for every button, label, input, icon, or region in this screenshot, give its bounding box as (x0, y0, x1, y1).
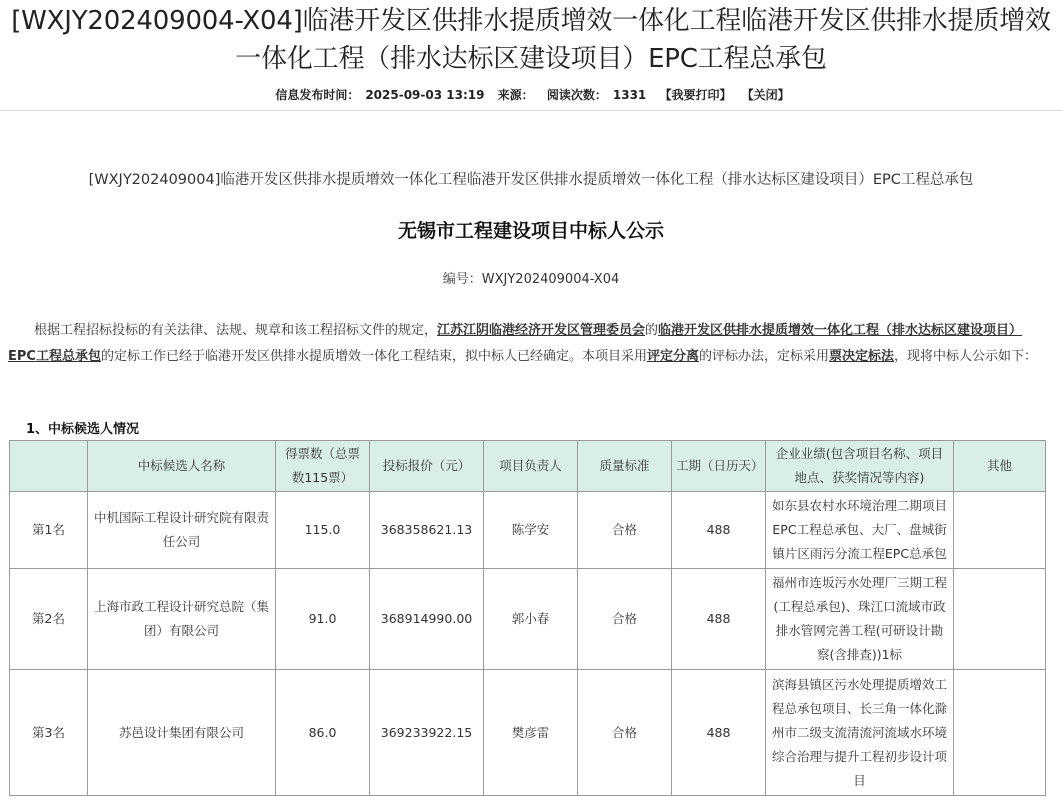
header-cell: 投标报价（元） (370, 441, 484, 492)
quality-cell: 合格 (578, 569, 672, 670)
evaluation-method: 评定分离 (646, 349, 699, 364)
votes-cell: 91.0 (276, 569, 370, 670)
print-link[interactable]: 【我要打印】 (659, 88, 732, 102)
rank-cell: 第3名 (10, 670, 88, 796)
price-cell: 369233922.15 (370, 670, 484, 796)
header-cell: 其他 (954, 441, 1046, 492)
candidate-name-cell: 上海市政工程设计研究总院（集团）有限公司 (88, 569, 276, 670)
header-cell: 工期（日历天） (672, 441, 766, 492)
tenderer-name: 江苏江阴临港经济开发区管理委员会 (437, 323, 646, 338)
decision-method: 票决定标法 (829, 349, 895, 364)
candidate-name-cell: 中机国际工程设计研究院有限责任公司 (88, 492, 276, 569)
read-count (544, 88, 649, 102)
header-cell (10, 441, 88, 492)
publish-label: 信息发布时间： (275, 88, 360, 102)
rank-cell: 第1名 (10, 492, 88, 569)
candidates-table (9, 440, 1046, 796)
quality-cell: 合格 (578, 670, 672, 796)
intro-mid: 的定标工作已经于临港开发区供排水提质增效一体化工程结束，拟中标人已经确定。本项目采用 (100, 349, 647, 364)
code-label: 编号： (442, 272, 482, 287)
quality-cell: 合格 (578, 492, 672, 569)
publish-time (272, 88, 487, 102)
table-row (10, 569, 1046, 670)
intro-paragraph (8, 318, 1044, 370)
project-subtitle: [WXJY202409004]临港开发区供排水提质增效一体化工程临港开发区供排水提质增效一体化工程（排水达标区建设项目）EPC工程总承包 (88, 172, 974, 188)
header-divider (0, 110, 1062, 111)
read-value: 1331 (612, 88, 647, 102)
source-label: 来源： (497, 88, 534, 102)
header-cell: 得票数（总票数115票） (276, 441, 370, 492)
price-cell: 368914990.00 (370, 569, 484, 670)
header-cell: 企业业绩(包含项目名称、项目地点、获奖情况等内容) (766, 441, 954, 492)
duration-cell: 488 (672, 670, 766, 796)
meta-info-bar (0, 86, 1062, 103)
table-header-row (10, 441, 1046, 492)
performance-cell: 滨海县镇区污水处理提质增效工程总承包项目、长三角一体化滁州市二级支流清流河流域水环境综合治理与提升工程初步设计项目 (766, 670, 954, 796)
table-row (10, 670, 1046, 796)
header-cell: 质量标准 (578, 441, 672, 492)
section-candidates-heading: 1、中标候选人情况 (26, 422, 140, 437)
votes-cell: 86.0 (276, 670, 370, 796)
notice-code (0, 268, 1062, 287)
price-cell: 368358621.13 (370, 492, 484, 569)
duration-cell: 488 (672, 569, 766, 670)
other-cell (954, 569, 1046, 670)
manager-cell: 陈学安 (484, 492, 578, 569)
publish-value: 2025-09-03 13:19 (365, 88, 485, 102)
header-cell: 中标候选人名称 (88, 441, 276, 492)
read-label: 阅读次数： (546, 88, 607, 102)
manager-cell: 樊彦雷 (484, 670, 578, 796)
performance-cell: 如东县农村水环境治理二期项目EPC工程总承包、大厂、盘城街镇片区雨污分流工程EPC总承包 (766, 492, 954, 569)
intro-end: ，现将中标人公示如下： (894, 349, 1038, 364)
table-row (10, 492, 1046, 569)
manager-cell: 郭小春 (484, 569, 578, 670)
close-link[interactable]: 【关闭】 (741, 88, 790, 102)
notice-title: 无锡市工程建设项目中标人公示 (397, 220, 664, 242)
rank-cell: 第2名 (10, 569, 88, 670)
code-value: WXJY202409004-X04 (481, 272, 620, 287)
other-cell (954, 670, 1046, 796)
header-cell: 项目负责人 (484, 441, 578, 492)
intro-text: 根据工程招标投标的有关法律、法规、规章和该工程招标文件的规定， (34, 323, 438, 338)
other-cell (954, 492, 1046, 569)
project-name: 临港开发区供排水提质增效一体化工程（排水达标区建设项目）EPC工程总承包 (8, 323, 1023, 364)
votes-cell: 115.0 (276, 492, 370, 569)
duration-cell: 488 (672, 492, 766, 569)
performance-cell: 福州市连坂污水处理厂三期工程(工程总承包)、珠江口流域市政排水管网完善工程(可研设计勘察(含排查))1标 (766, 569, 954, 670)
candidate-name-cell: 苏邑设计集团有限公司 (88, 670, 276, 796)
intro-de: 的 (645, 323, 659, 338)
intro-mid2: 的评标办法，定标采用 (698, 349, 829, 364)
page-title: [WXJY202409004-X04]临港开发区供排水提质增效一体化工程临港开发区供排水提质增效一体化工程（排水达标区建设项目）EPC工程总承包 (11, 6, 1051, 74)
